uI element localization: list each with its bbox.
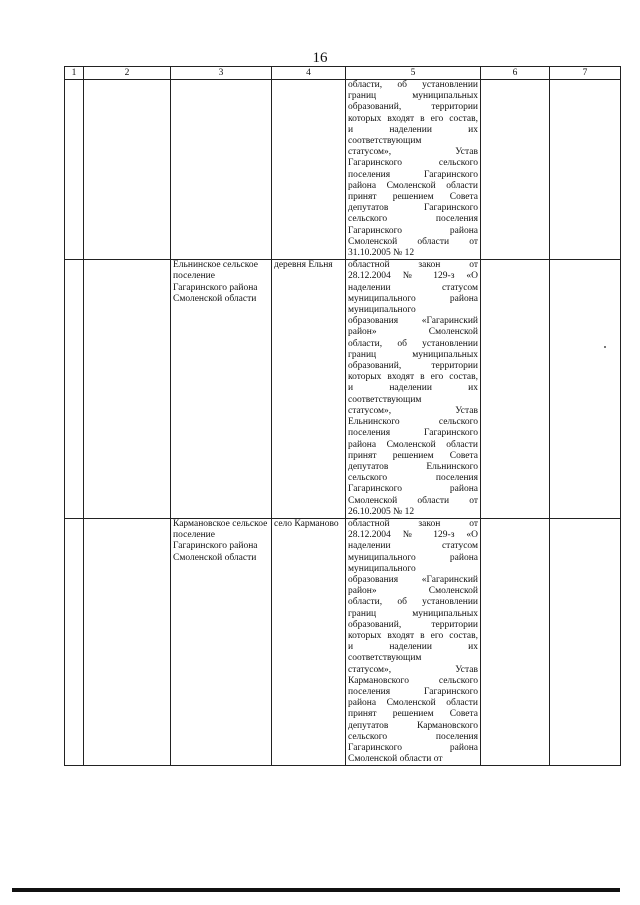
cell-col7: [550, 518, 621, 765]
legal-basis-line: района Смоленской области: [348, 698, 478, 709]
header-cell-2: 2: [84, 67, 171, 80]
legal-basis-line: которых входят в его состав,: [348, 630, 478, 641]
settlement-name: Ельнинское сельское поселение Гагаринского района Смоленской области: [171, 260, 272, 519]
header-cell-6: 6: [481, 67, 550, 80]
header-cell-5: 5: [346, 67, 481, 80]
legal-basis-line: границ муниципальных: [348, 608, 478, 619]
legal-basis-line: образований, территории: [348, 361, 478, 372]
cell-number: [65, 260, 84, 519]
legal-basis-line: области, об установлении: [348, 80, 478, 90]
cell-col2: [84, 260, 171, 519]
cell-col2: [84, 518, 171, 765]
legal-basis-line: Смоленской области от: [348, 236, 478, 247]
legal-basis-line: образований, территории: [348, 102, 478, 113]
table-row: [65, 518, 621, 765]
legal-basis-line: образований, территории: [348, 619, 478, 630]
legal-basis-line: и наделении их: [348, 642, 478, 653]
cell-col6: [481, 518, 550, 765]
legal-basis-line: границ муниципальных: [348, 349, 478, 360]
legal-basis-line: области, об установлении: [348, 597, 478, 608]
settlement-name: Кармановское сельское поселение Гагаринского района Смоленской области: [171, 518, 272, 765]
legal-basis-line: областной закон от: [348, 260, 478, 271]
legal-basis-line: поселения Гагаринского: [348, 686, 478, 697]
cell-number: [65, 80, 84, 260]
cell-col6: [481, 260, 550, 519]
legal-basis-line: района Смоленской области: [348, 180, 478, 191]
legal-basis-line: границ муниципальных: [348, 91, 478, 102]
legal-basis: [346, 260, 481, 519]
legal-basis-line: принят решением Совета: [348, 450, 478, 461]
legal-basis-line: соответствующим: [348, 653, 422, 664]
legal-basis-line: район» Смоленской: [348, 327, 478, 338]
scan-speck: [604, 346, 606, 348]
legal-basis-line: областной закон от: [348, 518, 478, 529]
legal-basis-line: поселения Гагаринского: [348, 169, 478, 180]
legal-basis-line: 26.10.2005 № 12: [348, 506, 415, 517]
legal-basis-line: поселения Гагаринского: [348, 428, 478, 439]
legal-basis-line: район» Смоленской: [348, 586, 478, 597]
legal-basis-line: Гагаринского района: [348, 225, 478, 236]
cell-number: [65, 518, 84, 765]
municipal-registry-table: [64, 66, 621, 766]
cell-col2: [84, 80, 171, 260]
legal-basis-line: депутатов Ельнинского: [348, 461, 478, 472]
legal-basis-line: образования «Гагаринский: [348, 316, 478, 327]
legal-basis-line: Кармановского сельского: [348, 675, 478, 686]
legal-basis-line: наделении статусом: [348, 541, 478, 552]
legal-basis-line: Ельнинского сельского: [348, 417, 478, 428]
legal-basis-line: муниципального района: [348, 293, 478, 304]
header-cell-4: 4: [272, 67, 346, 80]
legal-basis-line: статусом», Устав: [348, 405, 478, 416]
legal-basis-line: Гагаринского сельского: [348, 158, 478, 169]
legal-basis-line: соответствующим: [348, 394, 422, 405]
administrative-center: село Карманово: [272, 518, 346, 765]
page-number: 16: [312, 50, 328, 66]
legal-basis-line: соответствующим: [348, 136, 422, 147]
legal-basis-line: сельского поселения: [348, 214, 478, 225]
legal-basis-line: 31.10.2005 № 12: [348, 248, 415, 259]
legal-basis-line: 28.12.2004 № 129-з «О: [348, 530, 478, 541]
legal-basis-line: и наделении их: [348, 124, 478, 135]
legal-basis-line: статусом», Устав: [348, 147, 478, 158]
settlement-name: [171, 80, 272, 260]
legal-basis: [346, 80, 481, 260]
legal-basis-line: сельского поселения: [348, 731, 478, 742]
legal-basis-line: района Смоленской области: [348, 439, 478, 450]
cell-col7: [550, 260, 621, 519]
legal-basis-line: муниципального: [348, 563, 416, 574]
header-cell-1: 1: [65, 67, 84, 80]
legal-basis-line: депутатов Кармановского: [348, 720, 478, 731]
legal-basis-line: Смоленской области от: [348, 754, 443, 765]
legal-basis-line: и наделении их: [348, 383, 478, 394]
legal-basis-line: принят решением Совета: [348, 709, 478, 720]
legal-basis: [346, 518, 481, 765]
legal-basis-line: наделении статусом: [348, 282, 478, 293]
table-row: [65, 260, 621, 519]
administrative-center: [272, 80, 346, 260]
bottom-scan-border: [12, 888, 620, 892]
legal-basis-line: образования «Гагаринский: [348, 574, 478, 585]
legal-basis-line: Гагаринского района: [348, 484, 478, 495]
legal-basis-line: Гагаринского района: [348, 742, 478, 753]
legal-basis-line: Смоленской области от: [348, 495, 478, 506]
legal-basis-line: 28.12.2004 № 129-з «О: [348, 271, 478, 282]
legal-basis-line: сельского поселения: [348, 473, 478, 484]
header-row: [65, 67, 621, 80]
legal-basis-line: статусом», Устав: [348, 664, 478, 675]
legal-basis-line: которых входят в его состав,: [348, 372, 478, 383]
legal-basis-line: которых входят в его состав,: [348, 113, 478, 124]
legal-basis-line: депутатов Гагаринского: [348, 203, 478, 214]
header-cell-3: 3: [171, 67, 272, 80]
legal-basis-line: муниципального: [348, 305, 416, 316]
administrative-center: деревня Ельня: [272, 260, 346, 519]
cell-col6: [481, 80, 550, 260]
cell-col7: [550, 80, 621, 260]
header-cell-7: 7: [550, 67, 621, 80]
table-row: [65, 80, 621, 260]
legal-basis-line: муниципального района: [348, 552, 478, 563]
legal-basis-line: принят решением Совета: [348, 192, 478, 203]
legal-basis-line: области, об установлении: [348, 338, 478, 349]
